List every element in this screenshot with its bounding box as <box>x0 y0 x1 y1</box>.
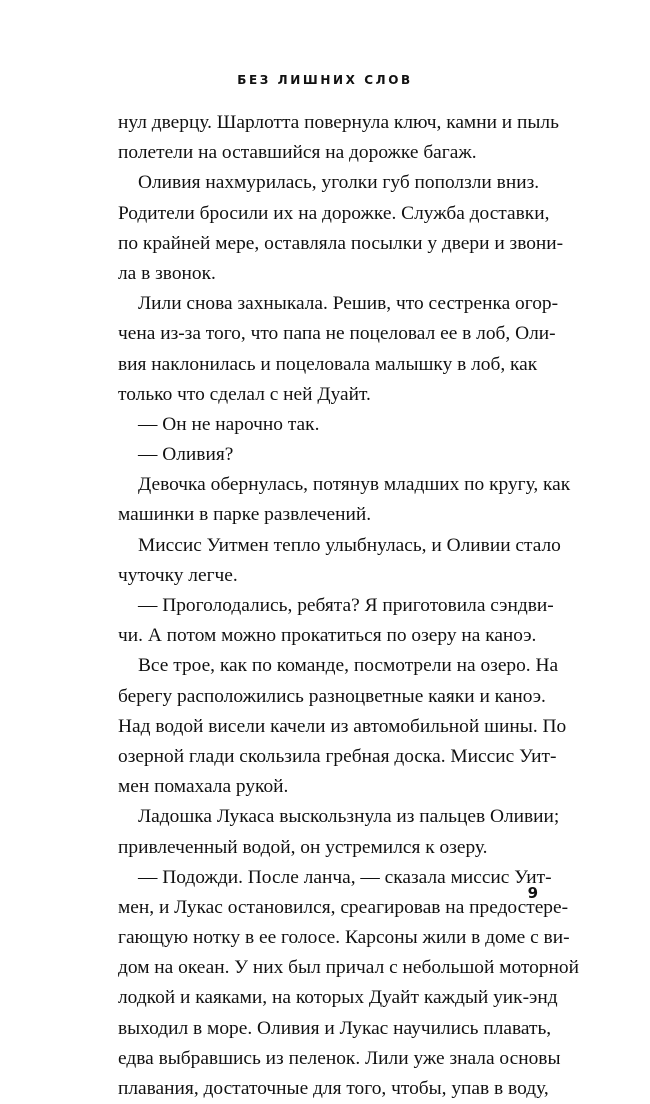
paragraph <box>118 470 571 530</box>
text-line: Родители бросили их на дорожке. Служба доставки, <box>118 202 550 224</box>
text-line: машинки в парке развлечений. <box>118 504 372 526</box>
text-line: чи. А потом можно прокатиться по озеру на каноэ. <box>118 625 537 647</box>
text-line: только что сделал с ней Дуайт. <box>118 383 371 405</box>
text-line: привлеченный водой, он устремился к озеру. <box>118 836 488 858</box>
text-line: Оливия нахмурилась, уголки губ поползли вниз. <box>138 172 540 194</box>
text-line: Над водой висели качели из автомобильной шины. По <box>118 715 567 737</box>
paragraph <box>118 531 561 591</box>
text-line: дом на океан. У них был причал с небольшой моторной <box>118 957 579 979</box>
text-line: плавания, достаточные для того, чтобы, упав в воду, <box>118 1078 549 1099</box>
paragraph <box>118 802 560 862</box>
text-line: Миссис Уитмен тепло улыбнулась, и Оливии стало <box>138 534 561 556</box>
text-line: нул дверцу. Шарлотта повернула ключ, камни и пыль <box>118 112 559 133</box>
text-line: Девочка обернулась, потянув младших по кругу, как <box>138 474 571 496</box>
text-line: мен, и Лукас остановился, среагировав на предостере- <box>118 896 569 918</box>
paragraph <box>118 651 567 802</box>
paragraph <box>118 289 559 410</box>
paragraph <box>118 591 554 651</box>
text-line: — Подожди. После ланча, — сказала миссис Уит- <box>138 866 552 888</box>
paragraph <box>118 108 559 168</box>
text-line: — Оливия? <box>138 444 234 466</box>
text-line: берегу расположились разноцветные каяки и каноэ. <box>118 685 546 707</box>
text-line: Ладошка Лукаса выскользнула из пальцев Оливии; <box>138 806 560 828</box>
body-text <box>118 108 579 1104</box>
paragraph <box>118 410 536 440</box>
page-number: 9 <box>527 884 538 902</box>
text-line: ла в звонок. <box>118 262 216 284</box>
text-line: выходил в море. Оливия и Лукас научились плавать, <box>118 1017 552 1039</box>
text-line: чена из-за того, что папа не поцеловал ее в лоб, Оли- <box>118 323 556 345</box>
running-head: БЕЗ ЛИШНИХ СЛОВ <box>237 73 413 87</box>
text-line: озерной глади скользила гребная доска. Миссис Уит- <box>118 745 557 767</box>
text-line: мен помахала рукой. <box>118 776 289 798</box>
text-line: лодкой и каяками, на которых Дуайт каждый уик-энд <box>118 987 558 1009</box>
text-line: — Проголодались, ребята? Я приготовила сэндви- <box>138 595 554 616</box>
text-line: едва выбравшись из пеленок. Лили уже знала основы <box>118 1047 561 1069</box>
text-line: чуточку легче. <box>118 564 238 586</box>
paragraph <box>118 863 579 1104</box>
text-line: вия наклонилась и поцеловала малышку в лоб, как <box>118 353 538 375</box>
text-line: Все трое, как по команде, посмотрели на озеро. На <box>138 655 559 677</box>
text-line: — Он не нарочно так. <box>138 413 320 435</box>
text-line: Лили снова захныкала. Решив, что сестренка огор- <box>138 293 559 315</box>
paragraph <box>118 168 564 289</box>
text-line: полетели на оставшийся на дорожке багаж. <box>118 142 477 164</box>
paragraph <box>118 440 536 470</box>
text-line: по крайней мере, оставляла посылки у двери и звони- <box>118 232 564 254</box>
text-line: гающую нотку в ее голосе. Карсоны жили в доме с ви- <box>118 927 570 949</box>
